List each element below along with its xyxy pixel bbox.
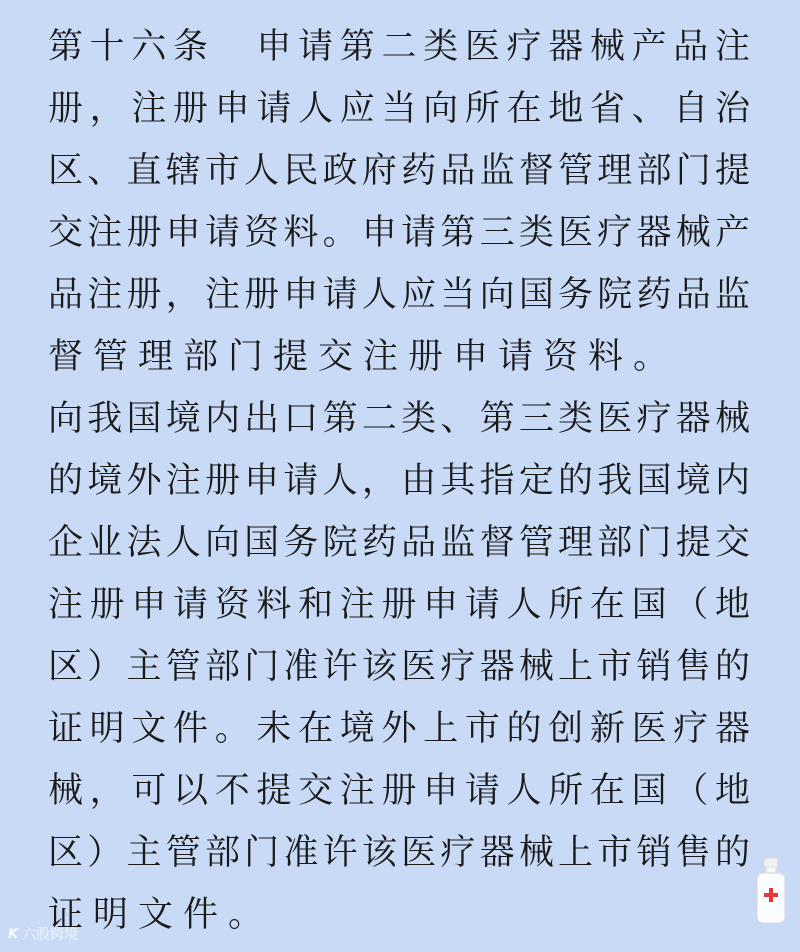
article-text [48, 22, 752, 952]
text-line: 证明文件。未在境外上市的创新医疗器 [48, 709, 752, 749]
watermark-logo-icon: K [8, 926, 19, 942]
text-line: 向我国境内出口第二类、第三类医疗器械 [48, 399, 752, 439]
text-line: 品注册，注册申请人应当向国务院药品监 [48, 275, 752, 315]
watermark-label: 六股跨境 [22, 927, 79, 943]
text-line: 第十六条 申请第二类医疗器械产品注 [48, 27, 752, 67]
text-line: 册，注册申请人应当向所在地省、自治 [48, 89, 752, 129]
medicine-bottle-icon [754, 856, 788, 926]
medicine-cross-v [769, 888, 773, 902]
text-line: 企业法人向国务院药品监督管理部门提交 [48, 523, 752, 563]
text-line: 注册申请资料和注册申请人所在国（地 [48, 585, 752, 625]
text-line: 区）主管部门准许该医疗器械上市销售的 [48, 647, 752, 687]
text-line: 区）主管部门准许该医疗器械上市销售的 [48, 833, 752, 873]
text-line: 督管理部门提交注册申请资料。 [48, 337, 679, 377]
text-line: 区、直辖市人民政府药品监督管理部门提 [48, 151, 752, 191]
watermark [8, 924, 78, 944]
text-line: 交注册申请资料。申请第三类医疗器械产 [48, 213, 752, 253]
text-line: 证明文件。 [48, 895, 274, 935]
text-line: 械，可以不提交注册申请人所在国（地 [48, 771, 752, 811]
text-line: 的境外注册申请人，由其指定的我国境内 [48, 461, 752, 501]
